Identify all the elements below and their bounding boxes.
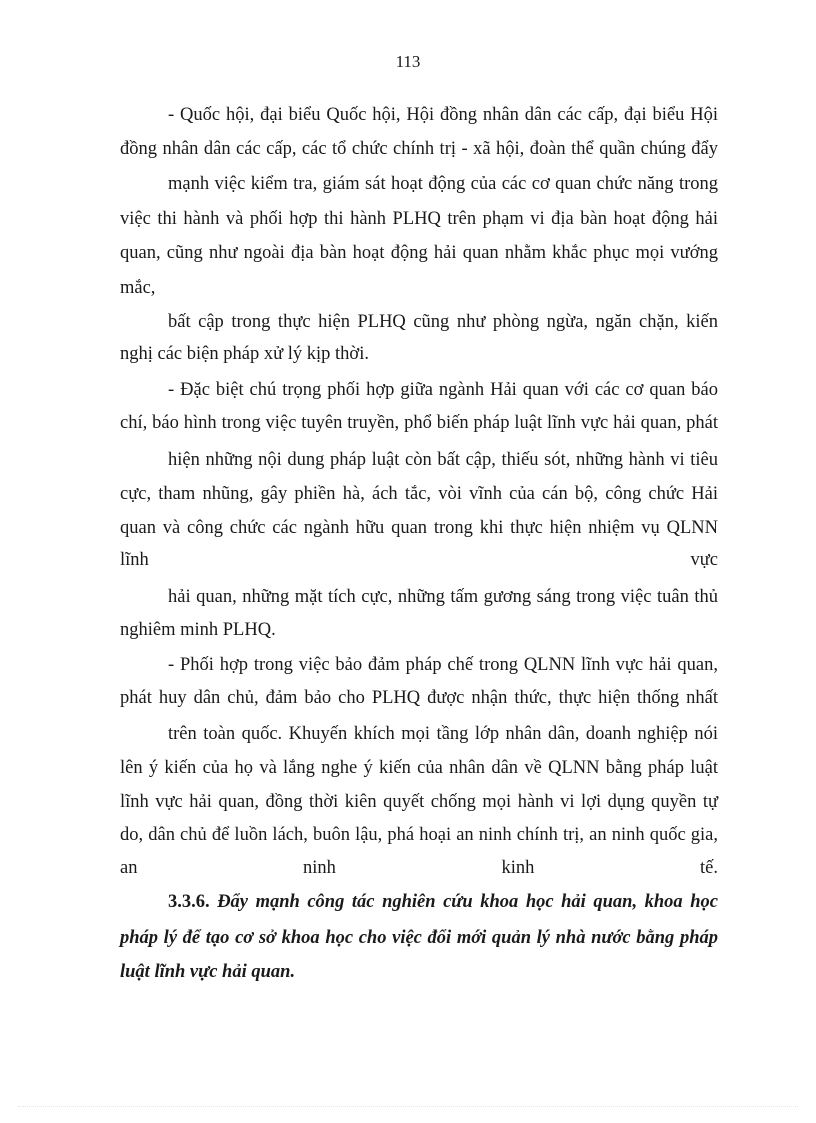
text-line: quan và công chức các ngành hữu quan trong khi thực hiện nhiệm vụ QLNN bbox=[120, 518, 718, 538]
text-line: - Quốc hội, đại biểu Quốc hội, Hội đồng nhân dân các cấp, đại biểu Hội bbox=[168, 105, 718, 125]
text-line: đồng nhân dân các cấp, các tổ chức chính trị - xã hội, đoàn thể quần chúng đẩy bbox=[120, 139, 718, 159]
word: tế. bbox=[699, 858, 718, 878]
section-title-line: pháp lý để tạo cơ sở khoa học cho việc đổi mới quản lý nhà nước bằng pháp bbox=[120, 928, 718, 948]
page-number: 113 bbox=[395, 52, 421, 71]
text-line bbox=[120, 548, 718, 572]
text-line bbox=[120, 856, 718, 880]
section-title-line: luật lĩnh vực hải quan. bbox=[120, 962, 296, 982]
text-line: phát huy dân chủ, đảm bảo cho PLHQ được nhận thức, thực hiện thống nhất bbox=[120, 688, 718, 708]
section-heading bbox=[168, 890, 718, 914]
text-line: hiện những nội dung pháp luật còn bất cập, thiếu sót, những hành vi tiêu bbox=[168, 450, 718, 470]
text-line: lĩnh vực hải quan, đồng thời kiên quyết chống mọi hành vi lợi dụng quyền tự bbox=[120, 792, 718, 812]
text-line: nghiêm minh PLHQ. bbox=[120, 620, 276, 640]
text-line: trên toàn quốc. Khuyến khích mọi tầng lớp nhân dân, doanh nghiệp nói bbox=[168, 724, 718, 744]
text-line: bất cập trong thực hiện PLHQ cũng như phòng ngừa, ngăn chặn, kiến bbox=[168, 312, 718, 332]
text-line: mắc, bbox=[120, 278, 156, 298]
section-number: 3.3.6. bbox=[168, 892, 210, 912]
word: lĩnh bbox=[120, 550, 149, 570]
text-line: - Phối hợp trong việc bảo đảm pháp chế trong QLNN lĩnh vực hải quan, bbox=[168, 655, 718, 675]
text-line: mạnh việc kiểm tra, giám sát hoạt động của các cơ quan chức năng trong bbox=[168, 174, 718, 194]
text-line: - Đặc biệt chú trọng phối hợp giữa ngành Hải quan với các cơ quan báo bbox=[168, 380, 718, 400]
word: an bbox=[120, 858, 138, 878]
word: vực bbox=[690, 550, 718, 570]
text-line: nghị các biện pháp xử lý kịp thời. bbox=[120, 344, 369, 364]
text-line: cực, tham nhũng, gây phiền hà, ách tắc, vòi vĩnh của cán bộ, công chức Hải bbox=[120, 484, 718, 504]
text-line: lên ý kiến của họ và lắng nghe ý kiến của nhân dân về QLNN bằng pháp luật bbox=[120, 758, 718, 778]
word: ninh bbox=[303, 858, 336, 878]
page-border bbox=[18, 1106, 798, 1107]
text-line: quan, cũng như ngoài địa bàn hoạt động hải quan nhằm khắc phục mọi vướng bbox=[120, 243, 718, 263]
text-line: chí, báo hình trong việc tuyên truyền, phổ biến pháp luật lĩnh vực hải quan, phát bbox=[120, 413, 718, 433]
word: kinh bbox=[501, 858, 535, 878]
text-line: do, dân chủ để luồn lách, buôn lậu, phá hoại an ninh chính trị, an ninh quốc gia, bbox=[120, 825, 718, 845]
section-title-line: Đẩy mạnh công tác nghiên cứu khoa học hải quan, khoa học bbox=[217, 892, 718, 912]
text-line: việc thi hành và phối hợp thi hành PLHQ trên phạm vi địa bàn hoạt động hải bbox=[120, 209, 718, 229]
text-line: hải quan, những mặt tích cực, những tấm gương sáng trong việc tuân thủ bbox=[168, 587, 718, 607]
